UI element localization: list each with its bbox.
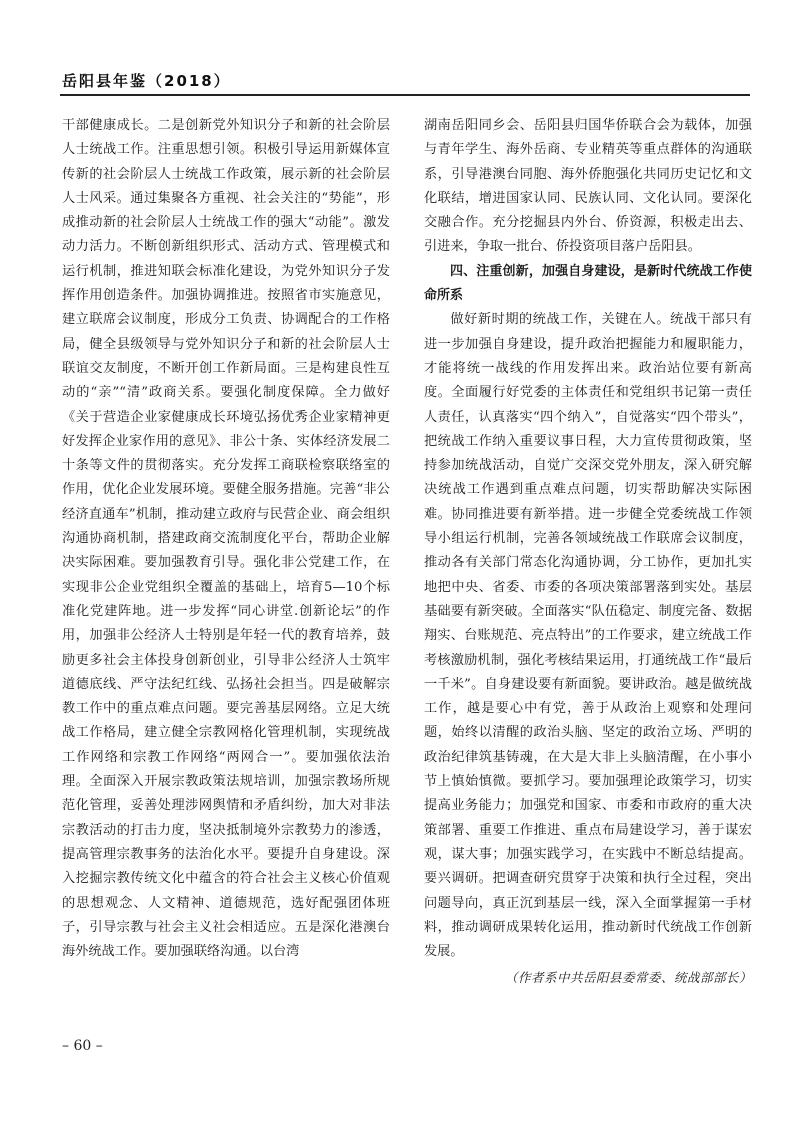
running-header: [60, 70, 750, 96]
page-number: – 60 –: [62, 1038, 103, 1054]
right-column: [424, 114, 752, 991]
header-rule: [60, 94, 750, 96]
yearbook-title: 岳阳县年鉴（2018）: [62, 72, 231, 90]
right-column-paragraph-2: 做好新时期的统战工作，关键在人。统战干部只有进一步加强自身建设，提升政治把握能力和履职能力，才能将统一战线的作用发挥出来。政治站位要有新高度。全面履行好党委的主体责任和党组织书记第一责任人责任，认真落实“四个纳入”，自觉落实“四个带头”，把统战工作纳入重要议事日程，大力宣传贯彻政策，坚持参加统战活动，自觉广交深交党外朋友，深入研究解决统战工作遇到重点难点问题，切实帮助解决实际困难。协同推进要有新举措。进一步健全党委统战工作领导小组运行机制，完善各领域统战工作联席会议制度，推动各有关部门常态化沟通协调，分工协作，更加扎实地把中央、省委、市委的各项决策部署落到实处。基层基础要有新突破。全面落实“队伍稳定、制度完备、数据翔实、台账规范、亮点特出”的工作要求，建立统战工作考核激励机制，强化考核结果运用，打通统战工作“最后一千米”。自身建设要有新面貌。要讲政治。越是做统战工作，越是要心中有党，善于从政治上观察和处理问题，始终以清醒的政治头脑、坚定的政治立场、严明的政治纪律筑基铸魂，在大是大非上头脑清醒，在小事小节上慎始慎微。要抓学习。要加强理论政策学习，切实提高业务能力；加强党和国家、市委和市政府的重大决策部署、重要工作推进、重点布局建设学习，善于谋宏观，谋大事；加强实践学习，在实践中不断总结提高。要兴调研。把调查研究贯穿于决策和执行全过程，突出问题导向，真正沉到基层一线，深入全面掌握第一手材料，推动调研成果转化运用，推动新时代统战工作创新发展。: [424, 312, 752, 960]
left-column-paragraph: 干部健康成长。二是创新党外知识分子和新的社会阶层人士统战工作。注重思想引领。积极引导运用新媒体宣传新的社会阶层人士统战工作政策，展示新的社会阶层人士风采。通过集聚各方重视、社会关注的“势能”，形成推动新的社会阶层人士统战工作的强大“动能”。激发动力活力。不断创新组织形式、活动方式、管理模式和运行机制，推进知联会标准化建设，为党外知识分子发挥作用创造条件。加强协调推进。按照省市实施意见，建立联席会议制度，形成分工负责、协调配合的工作格局，健全县级领导与党外知识分子和新的社会阶层人士联谊交友制度，不断开创工作新局面。三是构建良性互动的“亲”“清”政商关系。要强化制度保障。全力做好《关于营造企业家健康成长环境弘扬优秀企业家精神更好发挥企业家作用的意见》、非公十条、实体经济发展二十条等文件的贯彻落实。充分发挥工商联检察联络室的作用，优化企业发展环境。要健全服务措施。完善“非公经济直通车”机制，推动建立政府与民营企业、商会组织沟通协商机制，搭建政商交流制度化平台，帮助企业解决实际困难。要加强教育引导。强化非公党建工作，在实现非公企业党组织全覆盖的基础上，培育5—10个标准化党建阵地。进一步发挥“同心讲堂.创新论坛”的作用，加强非公经济人士特别是年轻一代的教育培养，鼓励更多社会主体投身创新创业，引导非公经济人士筑牢道德底线、严守法纪红线、弘扬社会担当。四是破解宗教工作中的重点难点问题。要完善基层网络。立足大统战工作格局，建立健全宗教网格化管理机制，实现统战工作网络和宗教工作网络“两网合一”。要加强依法治理。全面深入开展宗教政策法规培训，加强宗教场所规范化管理，妥善处理涉网舆情和矛盾纠纷，加大对非法宗教活动的打击力度，坚决抵制境外宗教势力的渗透，提高管理宗教事务的法治化水平。要提升自身建设。深入挖掘宗教传统文化中蕴含的符合社会主义核心价值观的思想观念、人文精神、道德规范，选好配强团体班子，引导宗教与社会主义社会相适应。五是深化港澳台海外统战工作。要加强联络沟通。以台湾: [62, 118, 390, 960]
right-column-paragraph-1: 湖南岳阳同乡会、岳阳县归国华侨联合会为载体，加强与青年学生、海外岳商、专业精英等重点群体的沟通联系，引导港澳台同胞、海外侨胞强化共同历史记忆和文化联结，增进国家认同、民族认同、文化认同。要深化交融合作。充分挖掘县内外台、侨资源，积极走出去、引进来，争取一批台、侨投资项目落户岳阳县。: [424, 118, 752, 255]
section-heading-4: 四、注重创新，加强自身建设，是新时代统战工作使命所系: [424, 263, 752, 304]
author-byline: （作者系中共岳阳县委常委、统战部部长）: [504, 970, 752, 986]
left-column: [62, 114, 390, 964]
